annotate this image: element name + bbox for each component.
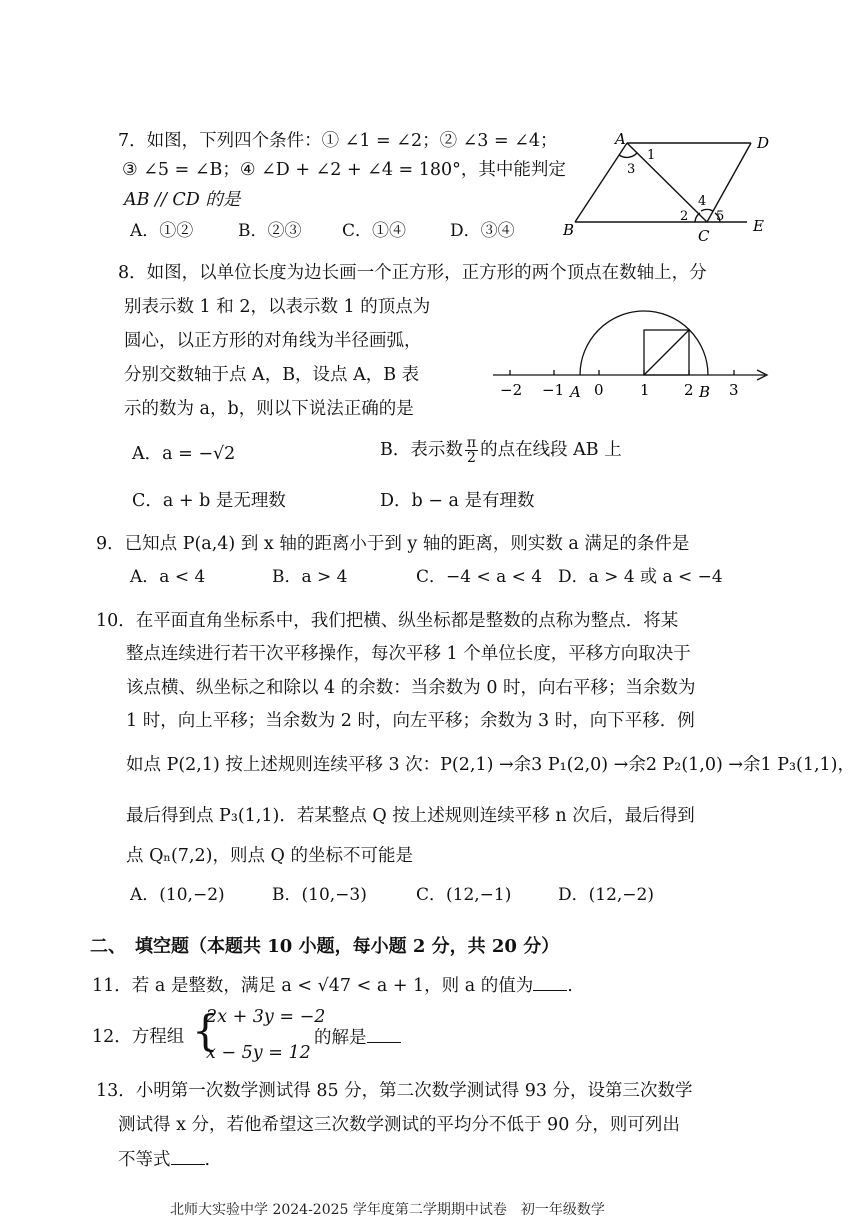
segment-ac: [627, 143, 707, 222]
q12-suffix: [314, 1024, 401, 1051]
q11-period: .: [567, 976, 573, 996]
q10-option-d: D．(12,−2): [558, 885, 654, 905]
q9-option-c: C．−4 < a < 4: [416, 567, 543, 587]
q7-option-b: B．②③: [238, 221, 302, 241]
angle-arc-2: [695, 213, 700, 222]
fraction-numerator: π: [466, 435, 477, 451]
q10-line5: 如点 P(2,1) 按上述规则连续平移 3 次：P(2,1) →余3 P₁(2,0) →余2 P₂(1,0) →余1 P₃(1,1)，: [126, 755, 856, 775]
fraction-denominator: 2: [467, 450, 476, 466]
q8-option-b: [380, 436, 622, 476]
q9-option-a: A．a < 4: [130, 567, 206, 587]
axis-label-b: B: [699, 383, 711, 400]
q8-line1: 8．如图，以单位长度为边长画一个正方形，正方形的两个顶点在数轴上，分: [118, 263, 707, 283]
pi-over-2-fraction: [465, 436, 478, 465]
q8-line2: 别表示数 1 和 2，以表示数 1 的顶点为: [124, 297, 431, 317]
square-diagonal: [644, 330, 689, 375]
q13-line2: 测试得 x 分，若他希望这三次数学测试的平均分不低于 90 分，则可列出: [118, 1115, 680, 1135]
q10-line4: 1 时，向上平移；当余数为 2 时，向左平移；余数为 3 时，向下平移．例: [126, 711, 695, 731]
axis-label-0: 0: [594, 381, 604, 399]
label-d: D: [757, 134, 770, 152]
q7-options: [130, 219, 570, 243]
q8-line5: 示的数为 a，b，则以下说法正确的是: [124, 399, 414, 419]
q8-number-line-figure: [485, 300, 775, 400]
q13-line3-text: 不等式: [118, 1150, 171, 1170]
q9-option-b: B．a > 4: [272, 567, 348, 587]
q10-line7: 点 Qₙ(7,2)，则点 Q 的坐标不可能是: [126, 846, 413, 866]
axis-label-m1: −1: [542, 381, 565, 399]
label-e: E: [753, 217, 764, 235]
q13-answer-blank: [171, 1146, 205, 1165]
q7-option-c: C．①④: [342, 221, 407, 241]
q7-line2: ③ ∠5 = ∠B；④ ∠D + ∠2 + ∠4 = 180°，其中能判定: [122, 160, 566, 180]
q8-option-d: D．b − a 是有理数: [380, 491, 535, 511]
q12-suffix-text: 的解是: [314, 1028, 367, 1048]
q13-line1: 13．小明第一次数学测试得 85 分，第二次数学测试得 93 分，设第三次数学: [96, 1081, 693, 1101]
q12-answer-blank: [367, 1024, 401, 1043]
angle-arc-4: [701, 209, 713, 211]
q13-period: .: [204, 1150, 211, 1170]
axis-label-m2: −2: [500, 381, 523, 399]
q7-line1: 7．如图，下列四个条件：① ∠1 = ∠2；② ∠3 = ∠4；: [118, 131, 558, 151]
axis-label-3: 3: [729, 381, 739, 399]
q10-option-c: C．(12,−1): [416, 885, 512, 905]
label-angle-2: 2: [680, 209, 689, 224]
q10-line6: 最后得到点 P₃(1,1)．若某整点 Q 按上述规则连续平移 n 次后，最后得到: [126, 806, 695, 826]
q10-line1: 10．在平面直角坐标系中，我们把横、纵坐标都是整数的点称为整点．将某: [96, 611, 679, 631]
label-a: A: [615, 130, 626, 148]
q8-option-a: A．a = −√2: [132, 444, 236, 464]
q8-option-b-prefix: B．表示数: [380, 440, 463, 460]
page-footer: 北师大实验中学 2024-2025 学年度第二学期期中试卷 初一年级数学: [170, 1202, 605, 1218]
system-brace: {: [192, 1006, 219, 1055]
angle-arc-a: [619, 153, 637, 157]
q12-prefix: 12．方程组: [92, 1027, 185, 1047]
segment-dc: [707, 143, 751, 222]
label-angle-3: 3: [627, 162, 636, 177]
q13-line3: [118, 1146, 210, 1173]
q7-option-a: A．①②: [130, 221, 194, 241]
q10-line3: 该点横、纵坐标之和除以 4 的余数：当余数为 0 时，向右平移；当余数为: [126, 678, 696, 698]
q11-text: 11．若 a 是整数，满足 a < √47 < a + 1，则 a 的值为: [92, 976, 534, 996]
q8-option-c: C．a + b 是无理数: [132, 491, 286, 511]
q11-line: [92, 972, 573, 999]
q7-option-d: D．③④: [450, 221, 515, 241]
q11-answer-blank: [533, 972, 567, 991]
label-angle-1: 1: [647, 148, 656, 163]
q9-options: [130, 565, 770, 589]
q8-line4: 分别交数轴于点 A，B，设点 A，B 表: [124, 365, 420, 385]
q12-equation-2: x − 5y = 12: [206, 1043, 311, 1063]
label-c: C: [698, 227, 710, 245]
q8-line3: 圆心，以正方形的对角线为半径画弧，: [124, 331, 422, 351]
axis-label-2: 2: [684, 381, 694, 399]
q8-option-b-suffix: 的点在线段 AB 上: [480, 440, 622, 460]
label-angle-5: 5: [716, 209, 725, 224]
label-angle-4: 4: [698, 194, 707, 209]
q10-option-a: A．(10,−2): [130, 885, 225, 905]
q12-equation-1: 2x + 3y = −2: [206, 1007, 326, 1027]
q10-option-b: B．(10,−3): [272, 885, 367, 905]
label-b: B: [563, 221, 575, 239]
q9-option-d: D．a > 4 或 a < −4: [558, 567, 723, 587]
axis-label-1: 1: [640, 381, 650, 399]
section-heading-fill-in: 二、 填空题（本题共 10 小题，每小题 2 分，共 20 分）: [90, 936, 560, 957]
q7-line3: AB // CD 的是: [124, 190, 241, 210]
axis-label-a: A: [570, 383, 581, 400]
q10-options: [130, 883, 770, 907]
q10-line2: 整点连续进行若干次平移操作，每次平移 1 个单位长度，平移方向取决于: [126, 644, 691, 664]
q7-parallelogram-figure: [555, 125, 785, 245]
q9-line1: 9．已知点 P(a,4) 到 x 轴的距离小于到 y 轴的距离，则实数 a 满足的条件是: [96, 534, 690, 554]
